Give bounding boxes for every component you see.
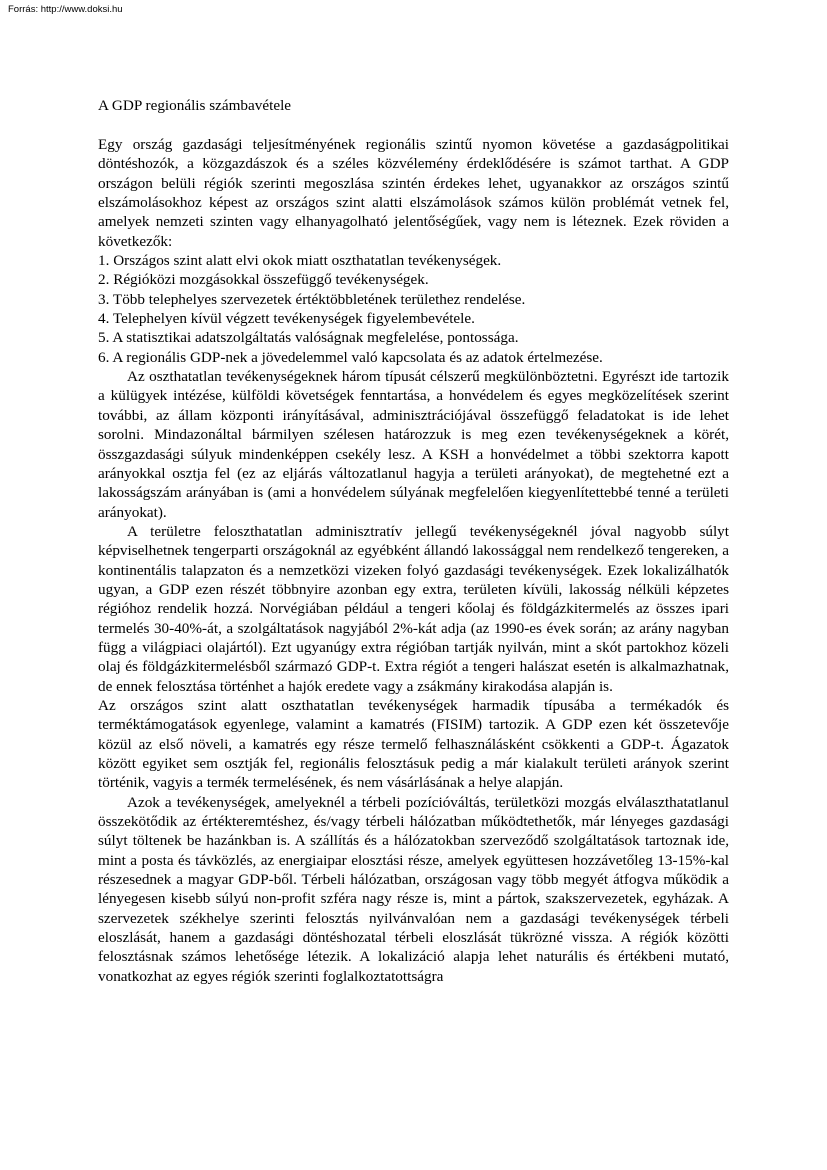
list-item: 3. Több telephelyes szervezetek értéktöbbletének területhez rendelése.: [98, 290, 526, 308]
paragraph-extra-region: A területre feloszthatatlan adminisztratív jellegű tevékenységeknél jóval nagyobb súlyt képviselhetnek tengerparti országoknál az egyébként állandó lakossággal nem rendelkező tengereken, a kontinentális talapzaton és a nemzetközi vizeken folyó gazdasági tevékenységek. Ezek lokalizálhatók ugyan, a GDP ezen részét többnyire azonban egy extra, területen kívüli, lakosság nélküli képzetes régióhoz rendelik hozzá. Norvégiában például a tengeri kőolaj és földgázkitermelés az összes ipari termelés 30-40%-át, a szolgáltatások nagyjából 2%-kát adja (az 1990-es évek során; az arány nagyban függ a világpiaci olajártól). Ezt ugyanúgy extra régióban tartják nyilván, mint a skót partokhoz közeli olaj és földgázkitermelésből származó GDP-t. Extra régiót a tengeri halászat esetén is alkalmazhatnak, de ennek felosztása történhet a hajók eredete vagy a zsákmány kirakodása alapján is.: [98, 522, 729, 695]
list-item: 4. Telephelyen kívül végzett tevékenységek figyelembevétele.: [98, 310, 475, 328]
document-page: [98, 96, 729, 986]
document-body: [98, 135, 729, 986]
list-item: 2. Régióközi mozgásokkal összefüggő tevékenységek.: [98, 271, 429, 289]
problem-list: [98, 251, 729, 367]
document-title: A GDP regionális számbavétele: [98, 97, 292, 114]
list-item: 1. Országos szint alatt elvi okok miatt oszthatatlan tevékenységek.: [98, 252, 502, 270]
paragraph-network-activities: Azok a tevékenységek, amelyeknél a térbeli pozícióváltás, területközi mozgás elválaszthatatlanul összekötődik az értékteremtéshez, és/vagy térbeli hálózatban működtethetők, már lényeges gazdasági súlyt töltenek be hazánkban is. A szállítás és a hálózatokban szerveződő szolgáltatások tartoznak ide, mint a posta és távközlés, az energiaipar elosztási része, amelyek együttesen hozzávetőleg 13-15%-kal részesednek a magyar GDP-ből. Térbeli hálózatban, országosan vagy több megyét átfogva működik a lényegesen kisebb súlyú non-profit szféra nagy része is, mint a pártok, szakszervezetek, egyházak. A szervezetek székhelye szerinti felosztás nyilvánvalóan nem a gazdasági tevékenységek térbeli eloszlását, hanem a gazdasági döntéshozatal térbeli eloszlását tükrözné vissza. A régiók közötti felosztásnak számos lehetősége létezik. A lokalizáció alapja lehet naturális és értékbeni mutató, vonatkozhat az egyes régiók szerinti foglalkoztatottságra: [98, 793, 729, 985]
paragraph-indivisible-types: Az oszthatatlan tevékenységeknek három típusát célszerű megkülönböztetni. Egyrészt ide tartozik a külügyek intézése, külföldi követségek fenntartása, a honvédelem és egyes megközelítések szerint további, az állam központi irányításával, adminisztrációjával összefüggő feladatokat is ide lehet sorolni. Mindazonáltal bármilyen szélesen határozzuk is meg ezen tevékenységeknek a körét, összgazdasági súlyuk mindenképpen csekély lesz. A KSH a honvédelmet a többi szektorra kapott arányokkal osztja fel (ez az eljárás változatlanul hagyja a területi arányokat), de megtehetné ezt a lakosságszám arányában is (ami a honvédelem súlyának megfelelően kiegyenlítettebbé tenné a területi arányokat).: [98, 368, 729, 521]
list-item: 6. A regionális GDP-nek a jövedelemmel való kapcsolata és az adatok értelmezése.: [98, 348, 603, 366]
paragraph-third-type: Az országos szint alatt oszthatatlan tevékenységek harmadik típusába a termékadók és terméktámogatások egyenlege, valamint a kamatrés (FISIM) tartozik. A GDP ezen két összetevője közül az első növeli, a kamatrés egy része termelő felhasználásként csökkenti a GDP-t. Ágazatok között egyiket sem osztják fel, regionális felosztásuk pedig a már kialakult területi arányok szerint történik, vagyis a termék termelésének, és nem vásárlásának a helye alapján.: [98, 696, 729, 792]
list-item: 5. A statisztikai adatszolgáltatás valóságnak megfelelése, pontossága.: [98, 329, 519, 347]
intro-paragraph: Egy ország gazdasági teljesítményének regionális szintű nyomon követése a gazdaságpolitikai döntéshozók, a közgazdászok és a széles közvélemény érdeklődésére is számot tarthat. A GDP országon belüli régiók szerinti megoszlása szintén érdekes lehet, ugyanakkor az országos szintű elszámolásokhoz képest az országos szint alatti elszámolások számos külön problémát vetnek fel, amelyek nemzeti szinten vagy elhanyagolható jelentőségűek, vagy nem is léteznek. Ezek röviden a következők:: [98, 136, 729, 250]
source-label: Forrás: http://www.doksi.hu: [8, 4, 123, 15]
